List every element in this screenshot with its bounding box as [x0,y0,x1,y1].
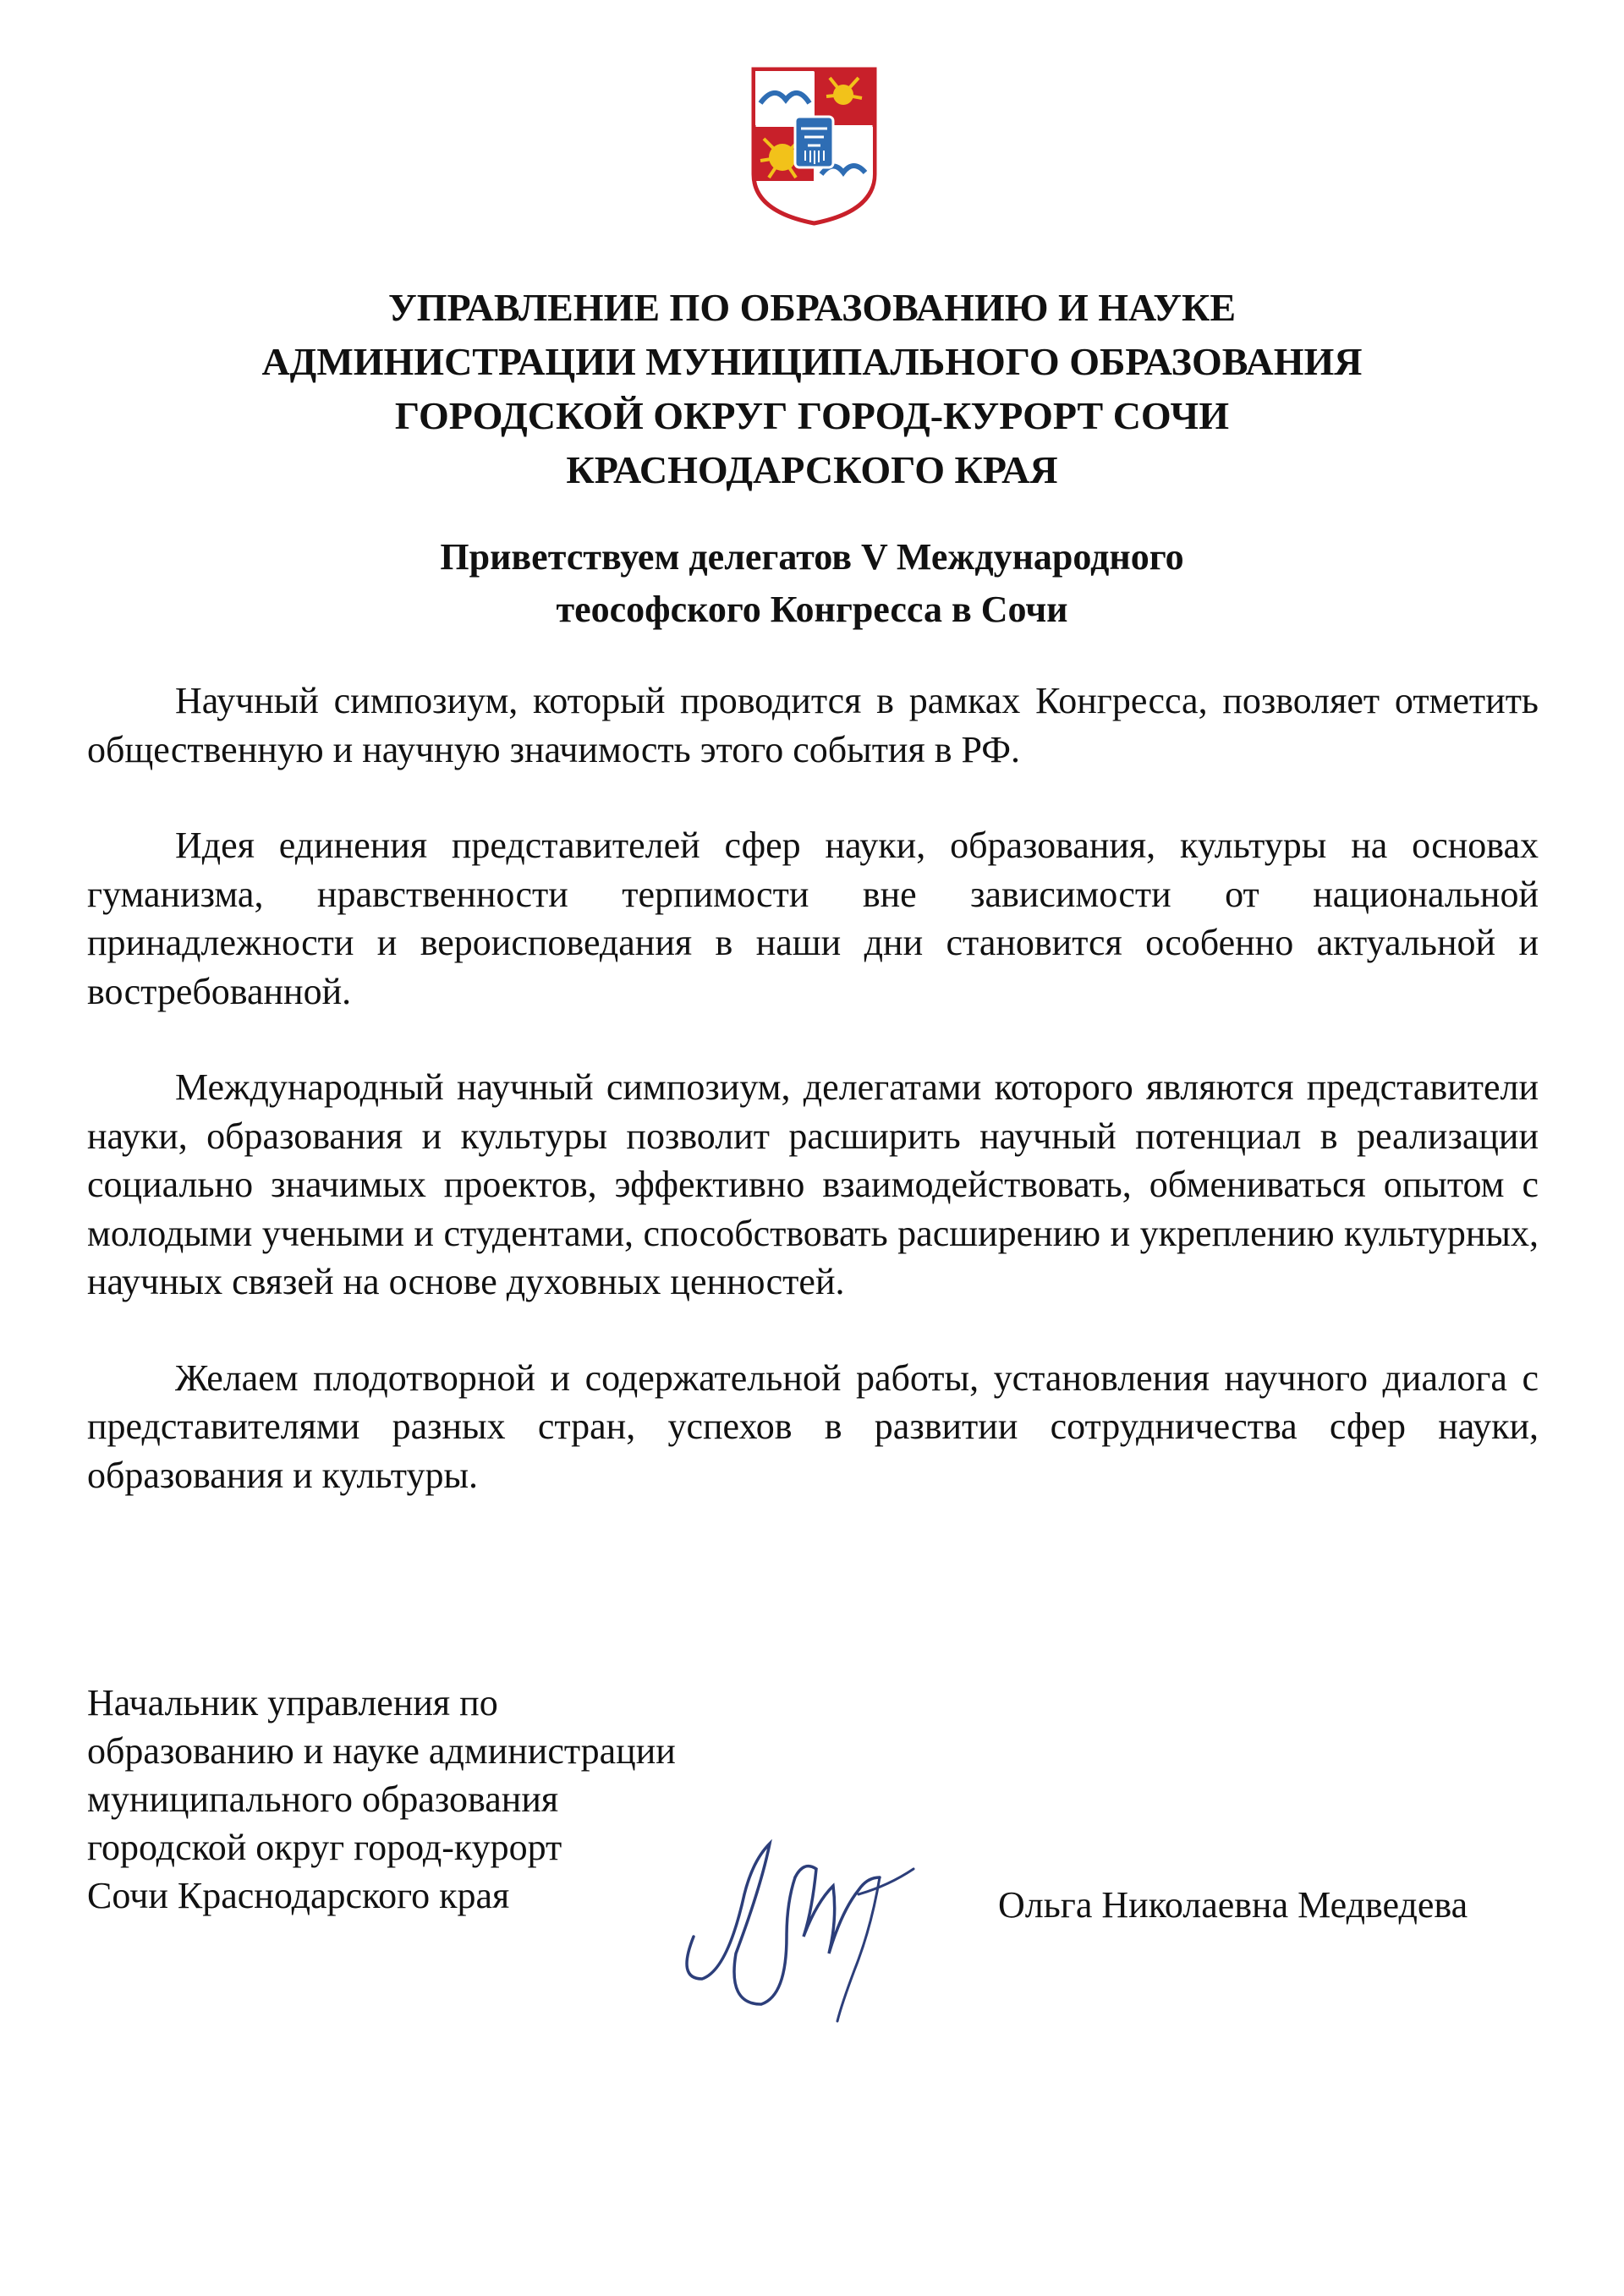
position-line: городской округ город-курорт [87,1827,562,1868]
position-line: образованию и науке администрации [87,1730,676,1772]
org-line: АДМИНИСТРАЦИИ МУНИЦИПАЛЬНОГО ОБРАЗОВАНИЯ [261,340,1363,383]
signature-icon [668,1810,964,2030]
position-line: Начальник управления по [87,1682,498,1723]
letter-body [87,677,1539,1547]
org-line: УПРАВЛЕНИЕ ПО ОБРАЗОВАНИЮ И НАУКЕ [387,286,1237,329]
body-paragraph: Идея единения представителей сфер науки, образования, культуры на основах гуманизма, нравственности терпимости вне зависимости от национальной принадлежности и вероисповедания в наши дни становится особенно актуальной и востребованной. [87,825,1539,1012]
title-line: теософского Конгресса в Сочи [556,589,1068,630]
body-paragraph: Международный научный симпозиум, делегатами которого являются представители науки, образования и культуры позволит расширить научный потенциал в реализации социально значимых проектов, эффективно взаимодействовать, обмениваться опытом с молодыми учеными и студентами, способствовать расширению и укреплению культурных, научных связей на основе духовных ценностей. [87,1066,1539,1302]
coat-of-arms-icon [749,66,880,227]
signer-name: Ольга Николаевна Медведева [998,1884,1468,1926]
position-line: муниципального образования [87,1778,559,1820]
body-paragraph: Желаем плодотворной и содержательной работы, установления научного диалога с представителями разных стран, успехов в развитии сотрудничества сфер науки, образования и культуры. [87,1356,1539,1496]
greeting-title [85,531,1539,636]
organization-header [85,281,1539,497]
title-line: Приветствуем делегатов V Международного [440,536,1184,578]
body-paragraph: Научный симпозиум, который проводится в рамках Конгресса, позволяет отметить общественную и научную значимость этого события в РФ. [87,680,1539,770]
org-line: ГОРОДСКОЙ ОКРУГ ГОРОД-КУРОРТ СОЧИ [394,394,1230,437]
position-line: Сочи Краснодарского края [87,1875,510,1916]
org-line: КРАСНОДАРСКОГО КРАЯ [566,448,1058,491]
